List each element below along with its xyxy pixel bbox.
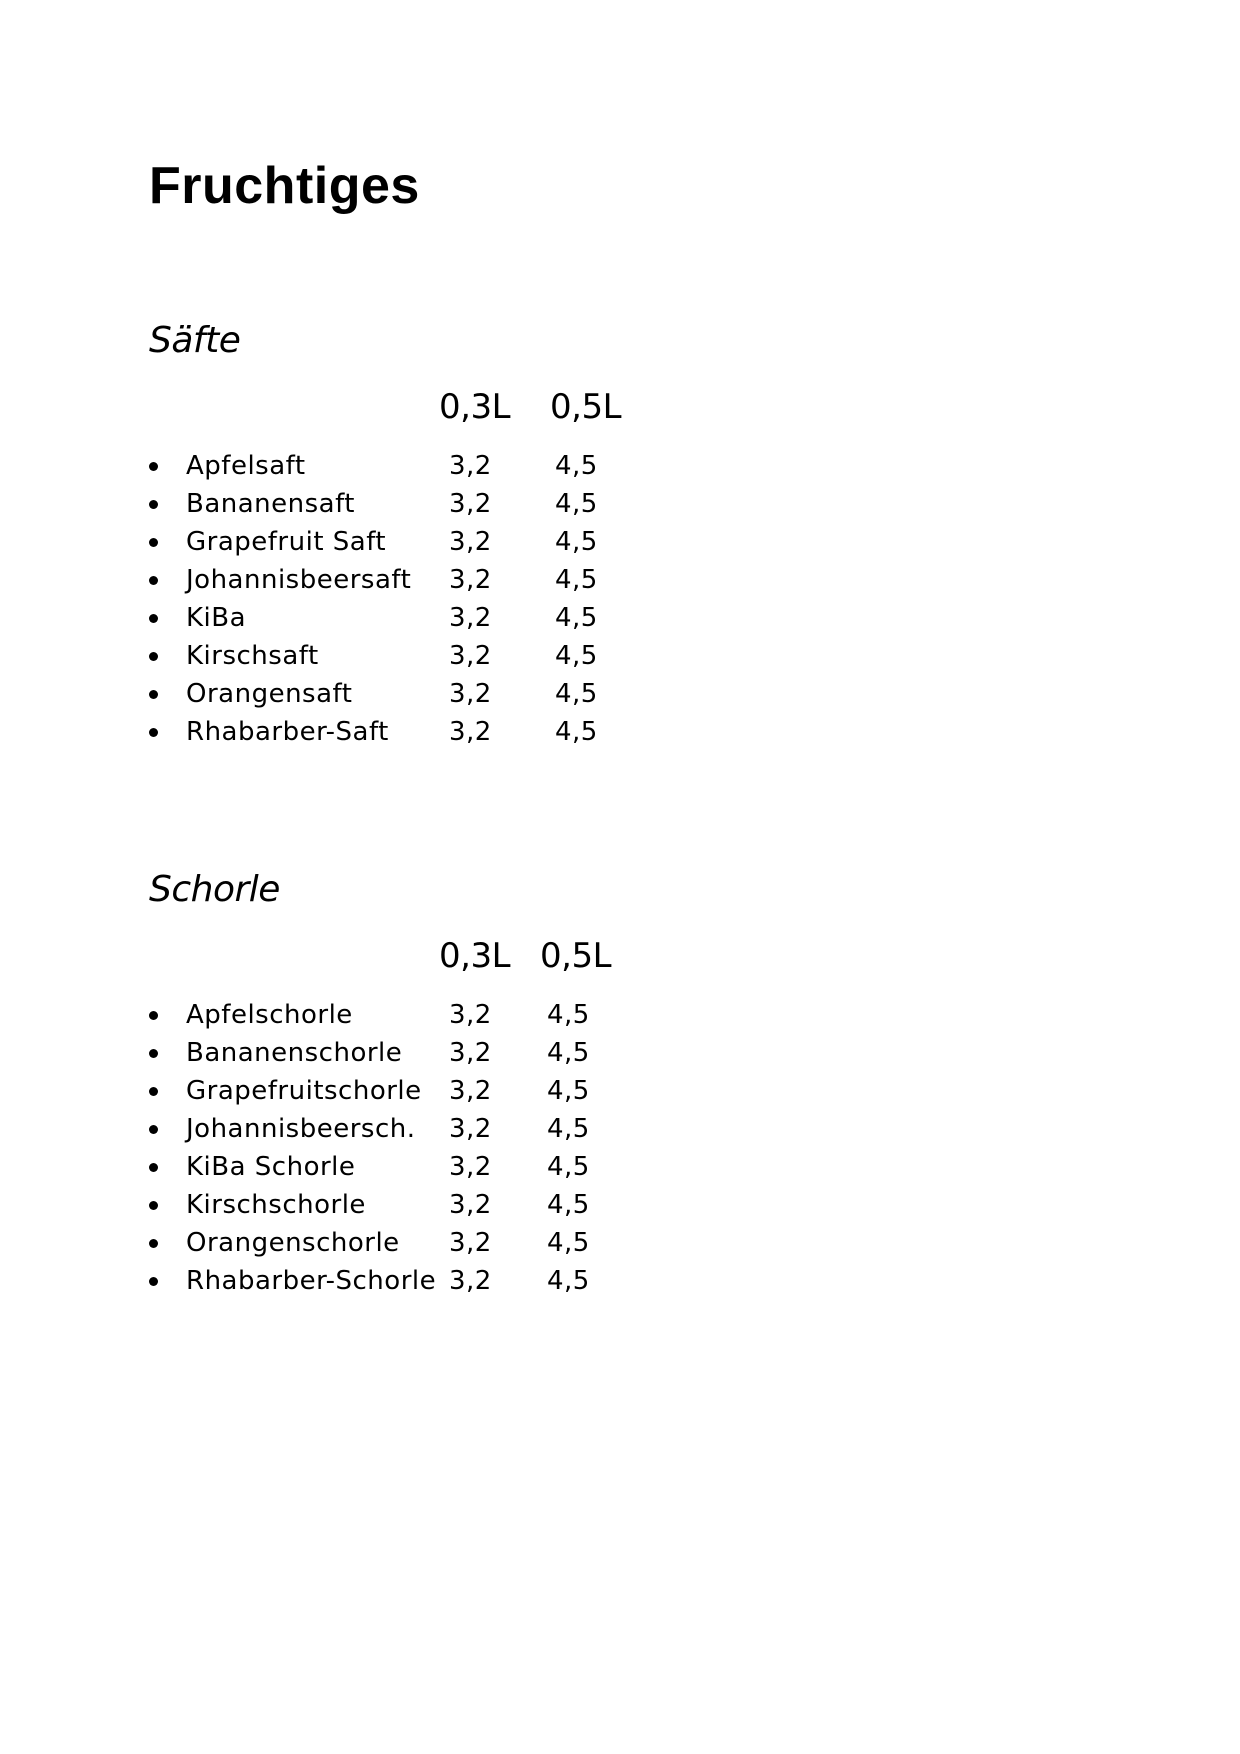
price-small: 3,2 [449, 1000, 492, 1030]
list-item [0, 599, 1240, 637]
item-name: KiBa [186, 603, 247, 633]
price-small: 3,2 [449, 489, 492, 519]
price-small: 3,2 [449, 717, 492, 747]
price-list [0, 996, 1240, 1300]
price-small: 3,2 [449, 527, 492, 557]
bullet-icon [149, 652, 158, 661]
list-item [0, 675, 1240, 713]
item-name: Johannisbeersaft [186, 565, 412, 595]
bullet-icon [149, 1239, 158, 1248]
list-item [0, 1110, 1240, 1148]
price-small: 3,2 [449, 679, 492, 709]
price-large: 4,5 [547, 1038, 590, 1068]
price-small: 3,2 [449, 1038, 492, 1068]
bullet-icon [149, 1087, 158, 1096]
price-small: 3,2 [449, 1152, 492, 1182]
price-large: 4,5 [547, 1114, 590, 1144]
price-small: 3,2 [449, 1228, 492, 1258]
item-name: Bananenschorle [186, 1038, 403, 1068]
bullet-icon [149, 500, 158, 509]
price-large: 4,5 [547, 1190, 590, 1220]
price-large: 4,5 [555, 451, 598, 481]
bullet-icon [149, 1163, 158, 1172]
list-item [0, 637, 1240, 675]
item-name: Apfelsaft [186, 451, 306, 481]
list-item [0, 1072, 1240, 1110]
price-large: 4,5 [555, 679, 598, 709]
price-large: 4,5 [555, 565, 598, 595]
price-large: 4,5 [555, 603, 598, 633]
list-item [0, 1148, 1240, 1186]
item-name: Orangenschorle [186, 1228, 400, 1258]
size-header-large: 0,5L [550, 387, 622, 427]
item-name: Kirschschorle [186, 1190, 366, 1220]
price-small: 3,2 [449, 1266, 492, 1296]
bullet-icon [149, 538, 158, 547]
price-small: 3,2 [449, 1076, 492, 1106]
price-large: 4,5 [547, 1152, 590, 1182]
price-small: 3,2 [449, 451, 492, 481]
price-small: 3,2 [449, 641, 492, 671]
item-name: Rhabarber-Schorle [186, 1266, 437, 1296]
section-heading: Säfte [149, 320, 241, 361]
list-item [0, 996, 1240, 1034]
price-large: 4,5 [555, 641, 598, 671]
size-header-large: 0,5L [540, 936, 612, 976]
price-large: 4,5 [555, 527, 598, 557]
bullet-icon [149, 576, 158, 585]
list-item [0, 1224, 1240, 1262]
bullet-icon [149, 728, 158, 737]
list-item [0, 485, 1240, 523]
price-large: 4,5 [547, 1076, 590, 1106]
bullet-icon [149, 1011, 158, 1020]
bullet-icon [149, 1201, 158, 1210]
list-item [0, 1262, 1240, 1300]
price-list [0, 447, 1240, 751]
price-small: 3,2 [449, 1114, 492, 1144]
price-large: 4,5 [547, 1000, 590, 1030]
bullet-icon [149, 1125, 158, 1134]
price-small: 3,2 [449, 565, 492, 595]
item-name: Orangensaft [186, 679, 353, 709]
bullet-icon [149, 1049, 158, 1058]
list-item [0, 1034, 1240, 1072]
list-item [0, 1186, 1240, 1224]
item-name: Bananensaft [186, 489, 356, 519]
price-small: 3,2 [449, 1190, 492, 1220]
price-large: 4,5 [547, 1266, 590, 1296]
item-name: Johannisbeersch. [186, 1114, 416, 1144]
bullet-icon [149, 462, 158, 471]
item-name: Rhabarber-Saft [186, 717, 389, 747]
page-title: Fruchtiges [149, 157, 420, 215]
list-item [0, 447, 1240, 485]
size-header-small: 0,3L [439, 936, 511, 976]
size-header-small: 0,3L [439, 387, 511, 427]
section-heading: Schorle [149, 869, 280, 910]
price-small: 3,2 [449, 603, 492, 633]
bullet-icon [149, 690, 158, 699]
bullet-icon [149, 614, 158, 623]
list-item [0, 713, 1240, 751]
price-large: 4,5 [555, 717, 598, 747]
list-item [0, 561, 1240, 599]
item-name: KiBa Schorle [186, 1152, 356, 1182]
item-name: Grapefruit Saft [186, 527, 387, 557]
price-large: 4,5 [547, 1228, 590, 1258]
item-name: Grapefruitschorle [186, 1076, 422, 1106]
list-item [0, 523, 1240, 561]
item-name: Apfelschorle [186, 1000, 353, 1030]
price-large: 4,5 [555, 489, 598, 519]
bullet-icon [149, 1277, 158, 1286]
item-name: Kirschsaft [186, 641, 319, 671]
